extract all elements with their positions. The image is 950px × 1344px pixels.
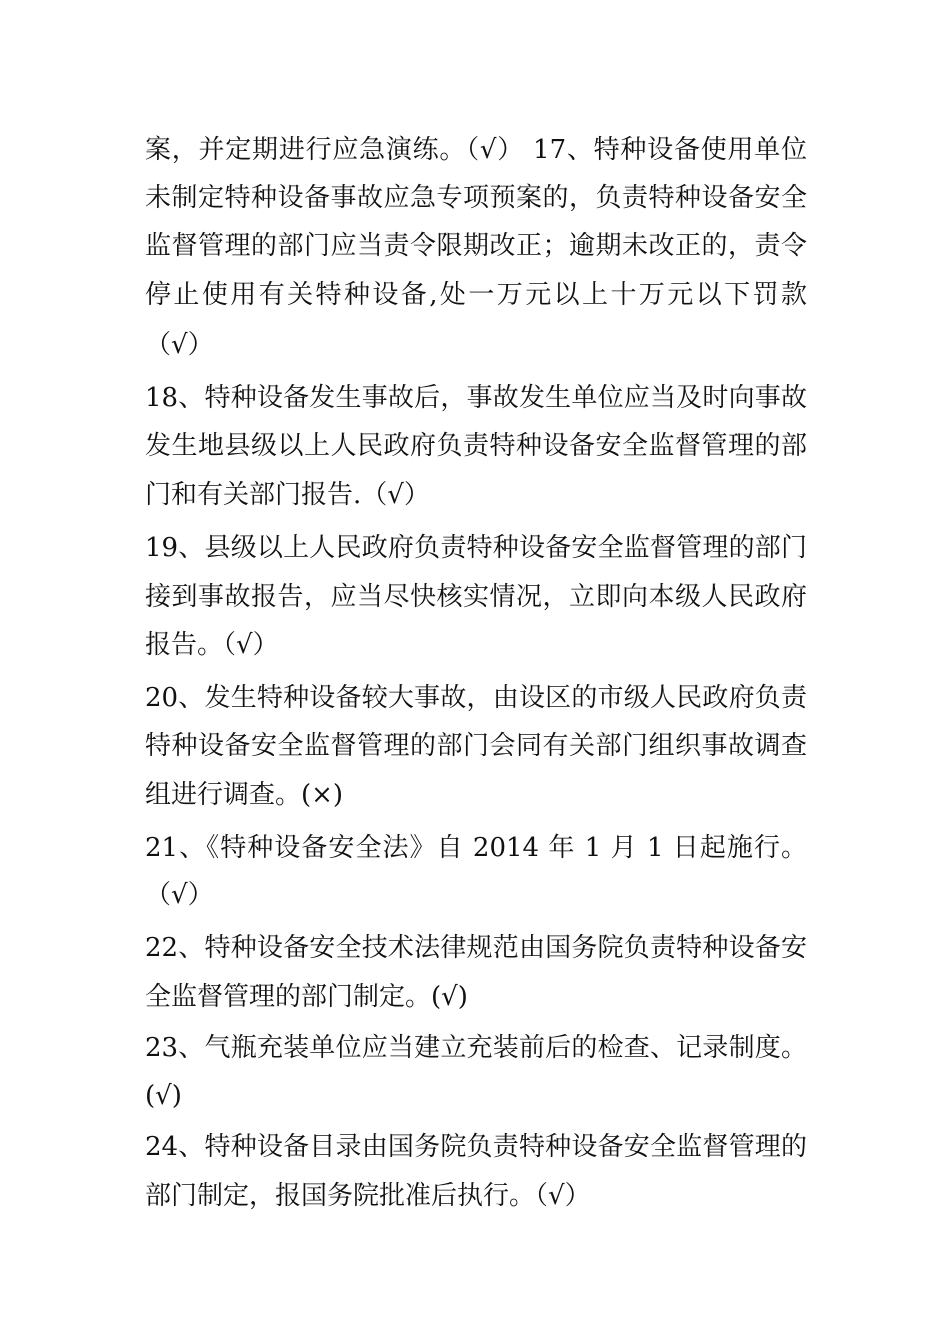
- text-line-6: 18、特种设备发生事故后，事故发生单位应当及时向事故: [145, 383, 807, 413]
- text-line-2: 未制定特种设备事故应急专项预案的，负责特种设备安全: [145, 183, 807, 213]
- text-line-9: 19、县级以上人民政府负责特种设备安全监督管理的部门: [145, 533, 807, 563]
- text-line-22: 部门制定，报国务院批准后执行。（√）: [145, 1181, 591, 1211]
- text-line-18: 全监督管理的部门制定。(√): [145, 982, 468, 1012]
- text-line-19: 23、气瓶充装单位应当建立充装前后的检查、记录制度。: [145, 1033, 807, 1063]
- text-line-12: 20、发生特种设备较大事故，由设区的市级人民政府负责: [145, 683, 807, 713]
- text-line-13: 特种设备安全监督管理的部门会同有关部门组织事故调查: [145, 731, 807, 761]
- text-line-14: 组进行调查。(×): [145, 780, 344, 810]
- text-line-4: 停止使用有关特种设备,处一万元以上十万元以下罚款: [145, 280, 807, 310]
- text-line-15: 21、《特种设备安全法》自 2014 年 1 月 1 日起施行。: [145, 833, 807, 863]
- text-line-7: 发生地县级以上人民政府负责特种设备安全监督管理的部: [145, 431, 807, 461]
- text-line-10: 接到事故报告，应当尽快核实情况，立即向本级人民政府: [145, 582, 807, 612]
- text-line-8: 门和有关部门报告.（√）: [145, 480, 430, 510]
- text-line-16: （√）: [145, 880, 214, 910]
- text-line-11: 报告。（√）: [145, 630, 279, 660]
- text-line-17: 22、特种设备安全技术法律规范由国务院负责特种设备安: [145, 933, 807, 963]
- text-line-20: (√): [145, 1081, 182, 1111]
- text-line-5: （√）: [145, 330, 214, 360]
- text-line-1: 案，并定期进行应急演练。（√） 17、特种设备使用单位: [145, 135, 807, 165]
- text-line-3: 监督管理的部门应当责令限期改正；逾期未改正的，责令: [145, 231, 807, 261]
- text-line-21: 24、特种设备目录由国务院负责特种设备安全监督管理的: [145, 1132, 807, 1162]
